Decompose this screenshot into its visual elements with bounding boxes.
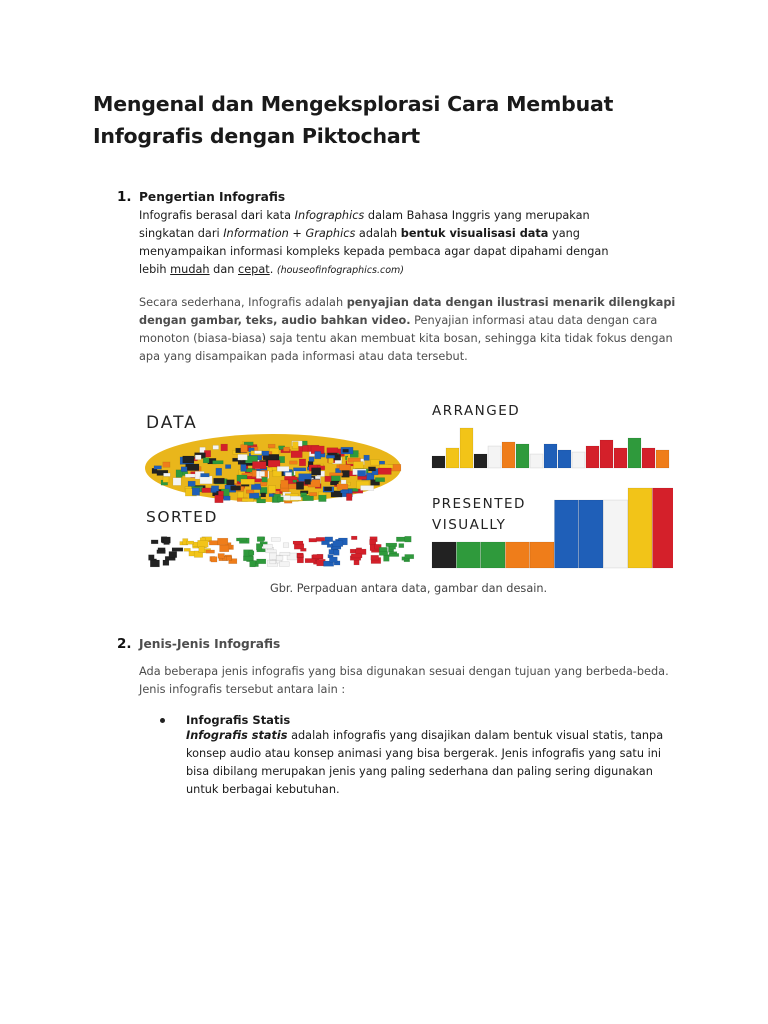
lego-brick bbox=[277, 466, 289, 471]
label-data: DATA bbox=[146, 413, 198, 433]
bullet-line-2: konsep audio atau konsep animasi yang bisa bergerak. Jenis infografis yang satu ini bbox=[186, 747, 662, 760]
lego-brick bbox=[211, 557, 217, 562]
lego-brick bbox=[297, 554, 303, 557]
lego-brick bbox=[221, 444, 228, 451]
lego-brick bbox=[309, 457, 314, 462]
lego-stack bbox=[544, 444, 557, 468]
lego-brick bbox=[311, 468, 320, 475]
lego-brick bbox=[293, 541, 303, 544]
explanation-line-3: monoton (biasa-biasa) saja tentu akan membuat kita bosan, sehingga kita tidak fokus dengan bbox=[139, 332, 673, 345]
lego-brick bbox=[315, 451, 321, 458]
lego-brick bbox=[319, 495, 327, 502]
lego-brick bbox=[218, 553, 225, 558]
lego-stack bbox=[614, 448, 627, 468]
lego-brick bbox=[370, 539, 376, 544]
explanation-line-2: dengan gambar, teks, audio bahkan video. Penyajian informasi atau data dengan cara bbox=[139, 314, 658, 327]
lego-stack bbox=[502, 442, 515, 468]
lego-bar bbox=[432, 542, 456, 568]
lego-brick bbox=[257, 559, 266, 564]
lego-brick bbox=[256, 544, 262, 551]
lego-brick bbox=[364, 455, 370, 460]
lego-brick bbox=[292, 442, 298, 449]
lego-brick bbox=[399, 544, 404, 548]
lego-brick bbox=[268, 486, 275, 494]
lego-brick bbox=[220, 545, 229, 552]
lego-brick bbox=[203, 458, 209, 463]
lego-bar bbox=[653, 488, 674, 568]
lego-brick bbox=[238, 454, 248, 460]
lego-brick bbox=[276, 556, 283, 560]
lego-brick bbox=[268, 444, 275, 448]
lego-brick bbox=[257, 537, 264, 542]
lego-brick bbox=[163, 473, 170, 476]
bullet-body bbox=[186, 727, 663, 799]
lego-brick bbox=[351, 536, 357, 540]
lego-brick bbox=[341, 490, 349, 493]
lego-brick bbox=[249, 551, 254, 556]
lego-brick bbox=[296, 482, 304, 490]
lego-brick bbox=[261, 493, 266, 497]
section-2-intro bbox=[139, 663, 669, 699]
lego-brick bbox=[223, 496, 230, 500]
lego-stack bbox=[474, 454, 487, 468]
section-1-number: 1. bbox=[117, 189, 132, 205]
lego-brick bbox=[262, 451, 269, 456]
section-2-number: 2. bbox=[117, 636, 132, 652]
lego-brick bbox=[271, 538, 280, 542]
lego-stack bbox=[488, 446, 501, 468]
bullet-line-3: bisa dibilang merupakan jenis yang paling sederhana dan paling sering digunakan bbox=[186, 765, 653, 778]
lego-brick bbox=[305, 558, 315, 562]
lego-brick bbox=[154, 466, 162, 470]
lego-bar bbox=[481, 542, 505, 568]
bullet-icon bbox=[160, 718, 165, 723]
lego-brick bbox=[217, 538, 227, 545]
lego-brick bbox=[379, 552, 388, 556]
lego-brick bbox=[288, 484, 297, 488]
lego-stack bbox=[586, 446, 599, 468]
lego-brick bbox=[241, 479, 255, 484]
lego-brick bbox=[163, 462, 170, 467]
definition-line-1: Infografis berasal dari kata Infographics dalam Bahasa Inggris yang merupakan bbox=[139, 209, 590, 222]
lego-brick bbox=[216, 468, 222, 475]
lego-brick bbox=[329, 557, 337, 562]
lego-brick bbox=[396, 537, 405, 542]
lego-stack bbox=[460, 428, 473, 468]
title-line-1: Mengenal dan Mengeksplorasi Cara Membuat bbox=[93, 92, 614, 116]
lego-stack bbox=[516, 444, 529, 468]
lego-brick bbox=[371, 459, 380, 465]
lego-brick bbox=[241, 464, 247, 471]
label-arranged: ARRANGED bbox=[432, 403, 521, 419]
lego-bar bbox=[530, 542, 554, 568]
lego-bar bbox=[604, 500, 628, 568]
definition-line-4: lebih mudah dan cepat. (houseofinfographics.com) bbox=[139, 263, 405, 276]
lego-brick bbox=[242, 498, 254, 501]
lego-brick bbox=[290, 496, 301, 500]
lego-brick bbox=[188, 481, 195, 486]
lego-brick bbox=[305, 479, 311, 484]
lego-brick bbox=[252, 462, 266, 469]
lego-brick bbox=[214, 478, 225, 484]
lego-brick bbox=[186, 464, 199, 471]
lego-bar bbox=[555, 500, 579, 568]
lego-brick bbox=[243, 556, 253, 561]
bullet-line-1: Infografis statis adalah infografis yang disajikan dalam bentuk visual statis, tanpa bbox=[186, 729, 664, 742]
lego-brick bbox=[346, 493, 352, 500]
lego-brick bbox=[321, 541, 329, 545]
title-line-2: Infografis dengan Piktochart bbox=[93, 124, 420, 148]
lego-brick bbox=[238, 492, 244, 498]
lego-brick bbox=[163, 477, 169, 482]
explanation-line-4: apa yang disampaikan pada informasi atau data tersebut. bbox=[139, 350, 468, 363]
lego-brick bbox=[360, 485, 373, 490]
intro-line-2: Jenis infografis tersebut antara lain : bbox=[139, 683, 346, 696]
lego-stack bbox=[558, 450, 571, 468]
lego-brick bbox=[266, 550, 277, 553]
lego-brick bbox=[186, 541, 193, 544]
lego-brick bbox=[201, 473, 210, 477]
lego-brick bbox=[270, 560, 276, 563]
lego-brick bbox=[148, 555, 154, 561]
lego-brick bbox=[283, 543, 289, 548]
lego-brick bbox=[291, 451, 302, 458]
lego-brick bbox=[331, 475, 340, 481]
lego-brick bbox=[339, 465, 350, 471]
lego-brick bbox=[192, 488, 199, 496]
lego-brick bbox=[357, 470, 365, 476]
lego-brick bbox=[172, 548, 183, 552]
lego-brick bbox=[211, 486, 218, 491]
lego-brick bbox=[231, 486, 241, 491]
lego-brick bbox=[268, 460, 280, 467]
lego-brick bbox=[260, 471, 265, 476]
lego-brick bbox=[169, 551, 177, 557]
lego-infographic-image bbox=[143, 398, 673, 570]
lego-brick bbox=[150, 560, 159, 567]
lego-brick bbox=[215, 495, 223, 503]
lego-stack bbox=[600, 440, 613, 468]
lego-brick bbox=[281, 480, 288, 488]
lego-brick bbox=[254, 451, 261, 454]
document-title bbox=[93, 88, 713, 152]
lego-brick bbox=[368, 467, 375, 471]
lego-brick bbox=[236, 538, 246, 541]
lego-brick bbox=[164, 539, 170, 545]
lego-brick bbox=[173, 478, 181, 486]
lego-brick bbox=[279, 562, 289, 567]
definition-line-3: menyampaikan informasi kompleks kepada pembaca agar dapat dipahami dengan bbox=[139, 245, 609, 258]
lego-brick bbox=[325, 476, 331, 482]
lego-brick bbox=[151, 540, 158, 544]
section-1-definition bbox=[139, 207, 609, 280]
lego-brick bbox=[158, 548, 165, 551]
lego-brick bbox=[185, 474, 196, 477]
label-visually: VISUALLY bbox=[432, 517, 507, 533]
lego-brick bbox=[283, 447, 289, 451]
lego-brick bbox=[405, 536, 412, 542]
lego-brick bbox=[405, 554, 414, 558]
lego-brick bbox=[257, 499, 266, 503]
label-sorted: SORTED bbox=[146, 508, 218, 526]
lego-brick bbox=[354, 560, 359, 565]
source-citation: (houseofinfographics.com) bbox=[276, 265, 405, 276]
lego-bar bbox=[457, 542, 481, 568]
lego-brick bbox=[337, 484, 348, 490]
lego-brick bbox=[390, 546, 396, 549]
lego-brick bbox=[290, 461, 298, 464]
lego-brick bbox=[313, 554, 322, 558]
lego-brick bbox=[378, 468, 391, 474]
lego-stack bbox=[432, 456, 445, 468]
lego-brick bbox=[198, 540, 209, 547]
lego-bar bbox=[579, 500, 603, 568]
intro-line-1: Ada beberapa jenis infografis yang bisa digunakan sesuai dengan tujuan yang berbeda-beda. bbox=[139, 665, 669, 678]
lego-brick bbox=[183, 456, 194, 463]
bullet-line-4: untuk berbagai kebutuhan. bbox=[186, 783, 340, 796]
lego-bar bbox=[628, 488, 652, 568]
lego-brick bbox=[299, 459, 306, 466]
lego-brick bbox=[213, 461, 224, 464]
lego-brick bbox=[333, 541, 343, 547]
lego-brick bbox=[309, 492, 316, 496]
lego-stack bbox=[656, 450, 669, 468]
lego-brick bbox=[163, 560, 169, 565]
lego-brick bbox=[324, 487, 331, 491]
lego-brick bbox=[202, 488, 211, 493]
lego-stack bbox=[642, 448, 655, 468]
lego-bar bbox=[506, 542, 530, 568]
lego-brick bbox=[241, 445, 248, 453]
lego-brick bbox=[330, 473, 343, 476]
lego-brick bbox=[226, 556, 231, 560]
section-1-heading: Pengertian Infografis bbox=[139, 190, 286, 204]
lego-brick bbox=[246, 490, 254, 493]
lego-brick bbox=[262, 477, 268, 482]
lego-brick bbox=[199, 547, 205, 553]
lego-brick bbox=[300, 548, 306, 551]
lego-brick bbox=[250, 560, 256, 566]
lego-brick bbox=[375, 478, 384, 482]
lego-stack bbox=[628, 438, 641, 468]
lego-stack bbox=[530, 454, 543, 468]
lego-brick bbox=[225, 465, 231, 469]
section-1-explanation bbox=[139, 294, 675, 366]
lego-brick bbox=[195, 455, 201, 460]
label-presented: PRESENTED bbox=[432, 496, 526, 512]
lego-brick bbox=[309, 538, 317, 542]
lego-brick bbox=[280, 552, 290, 555]
lego-brick bbox=[351, 554, 362, 558]
lego-brick bbox=[206, 550, 215, 553]
lego-brick bbox=[213, 445, 219, 449]
lego-brick bbox=[249, 493, 259, 498]
lego-brick bbox=[371, 555, 379, 560]
lego-brick bbox=[343, 449, 349, 452]
explanation-line-1: Secara sederhana, Infografis adalah penyajian data dengan ilustrasi menarik dilengkapi bbox=[139, 296, 676, 309]
lego-brick bbox=[303, 445, 308, 451]
lego-brick bbox=[326, 455, 334, 458]
definition-line-2: singkatan dari Information + Graphics adalah bentuk visualisasi data yang bbox=[139, 227, 580, 240]
lego-stack bbox=[446, 448, 459, 468]
lego-brick bbox=[263, 544, 272, 548]
lego-brick bbox=[353, 462, 363, 469]
lego-brick bbox=[389, 553, 399, 556]
lego-stack bbox=[572, 452, 585, 468]
bullet-heading: Infografis Statis bbox=[186, 713, 291, 727]
section-2-heading: Jenis-Jenis Infografis bbox=[139, 637, 281, 651]
lego-brick bbox=[269, 553, 276, 560]
lego-brick bbox=[333, 550, 339, 555]
lego-brick bbox=[181, 467, 187, 472]
lego-brick bbox=[277, 497, 283, 502]
figure-caption: Gbr. Perpaduan antara data, gambar dan desain. bbox=[270, 582, 548, 595]
